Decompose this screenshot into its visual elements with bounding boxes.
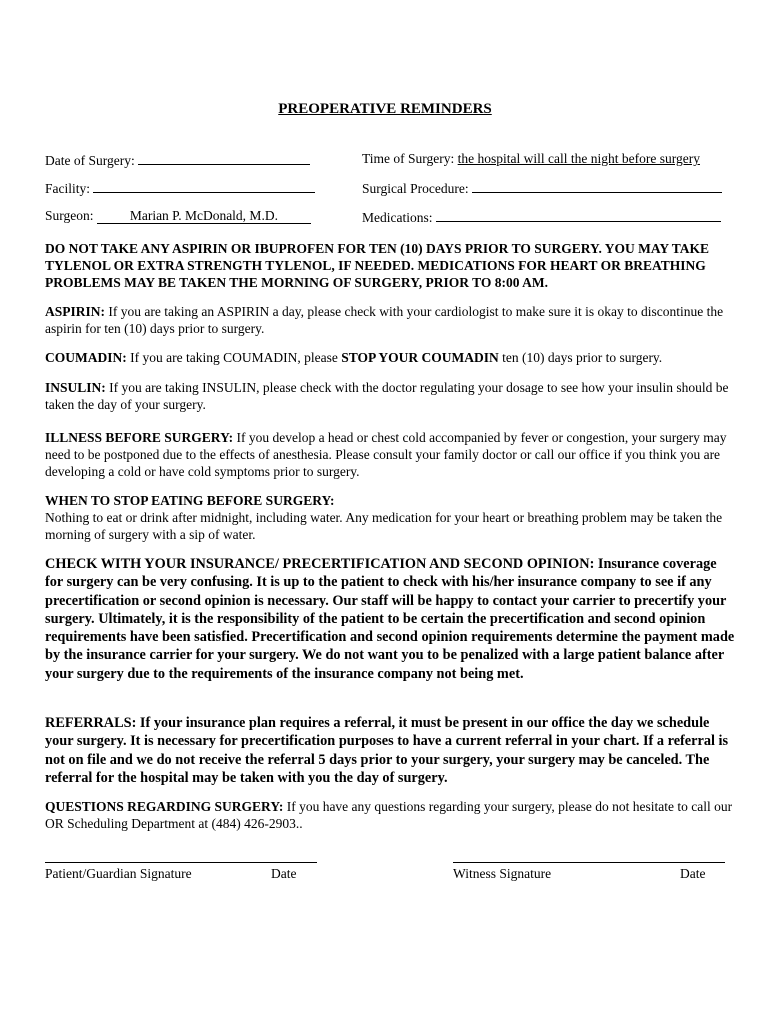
time-of-surgery-label: Time of Surgery: (362, 151, 455, 166)
witness-signature-line[interactable] (453, 862, 725, 863)
page-title: PREOPERATIVE REMINDERS (278, 101, 492, 117)
insurance-heading: CHECK WITH YOUR INSURANCE/ PRECERTIFICATION AND SECOND OPINION: (45, 556, 595, 572)
insurance-text: Insurance coverage for surgery can be very confusing. It is up to the patient to check with his/her insurance company to see if any precertification or second opinion is necessary. Our staff will be happy to contact your carrier to precertify your surgery. Ultimately, it is the responsibility of the patient to be certain the precertification and second opinion requirements have been satisfied. Precertification and second opinion requirements determine the payment made by the insurance carrier for your surgery. We do not want you to be penalized with a large patient balance after your surgery due to the requirements of the insurance company not being met. (45, 556, 735, 682)
date-of-surgery-field (45, 150, 310, 170)
surgical-procedure-label: Surgical Procedure: (362, 181, 469, 196)
aspirin-paragraph (45, 303, 735, 337)
illness-paragraph (45, 429, 735, 480)
surgeon-value: Marian P. McDonald, M.D. (97, 208, 311, 224)
questions-paragraph (45, 798, 735, 832)
patient-signature-label: Patient/Guardian Signature (45, 866, 192, 881)
referrals-text: If your insurance plan requires a referral, it must be present in our office the day we schedule your surgery. It is necessary for precertification purposes to have a current referral in your chart. If a referral is not on file and we do not receive the referral 5 days prior to your surgery, your surgery may be canceled. The referral for the hospital may be taken with you the day of surgery. (45, 715, 729, 786)
witness-date-label: Date (680, 866, 706, 881)
surgeon-field (45, 207, 311, 225)
insulin-paragraph (45, 379, 735, 413)
patient-date-label: Date (271, 866, 297, 881)
questions-heading: QUESTIONS REGARDING SURGERY: (45, 799, 284, 814)
time-of-surgery-value: the hospital will call the night before surgery (457, 151, 700, 166)
illness-heading: ILLNESS BEFORE SURGERY: (45, 430, 234, 445)
surgical-procedure-line[interactable] (472, 178, 722, 193)
facility-line[interactable] (93, 178, 315, 193)
referrals-heading: REFERRALS: (45, 715, 137, 731)
medications-field (362, 207, 721, 227)
patient-signature-line[interactable] (45, 862, 317, 863)
medications-line[interactable] (436, 207, 721, 222)
insulin-text: If you are taking INSULIN, please check with the doctor regulating your dosage to see how your insulin should be taken the day of your surgery. (45, 380, 729, 412)
aspirin-heading: ASPIRIN: (45, 304, 106, 319)
aspirin-text: If you are taking an ASPIRIN a day, please check with your cardiologist to make sure it is okay to discontinue the aspirin for ten (10) days prior to surgery. (45, 304, 724, 336)
questions-text: If you have any questions regarding your surgery, please do not hesitate to call our OR Scheduling Department at (484) 426-2903.. (45, 799, 733, 831)
illness-text: If you develop a head or chest cold accompanied by fever or congestion, your surgery may need to be postponed due to the effects of anesthesia. Please consult your family doctor or call our office if you think you are developing a cold or have cold symptoms prior to surgery. (45, 430, 727, 479)
coumadin-heading: COUMADIN: (45, 350, 127, 365)
insulin-heading: INSULIN: (45, 380, 106, 395)
date-of-surgery-label: Date of Surgery: (45, 153, 135, 168)
surgeon-label: Surgeon: (45, 208, 94, 223)
coumadin-emphasis: STOP YOUR COUMADIN (341, 350, 499, 365)
coumadin-paragraph (45, 349, 735, 366)
time-of-surgery-field (362, 150, 700, 168)
date-of-surgery-line[interactable] (138, 150, 310, 165)
surgical-procedure-field (362, 178, 722, 198)
eating-text: Nothing to eat or drink after midnight, including water. Any medication for your heart or breathing problem may be taken the morning of surgery with a sip of water. (45, 510, 723, 542)
eating-heading: WHEN TO STOP EATING BEFORE SURGERY: (45, 493, 335, 508)
facility-label: Facility: (45, 181, 90, 196)
witness-signature-label: Witness Signature (453, 866, 552, 881)
medications-label: Medications: (362, 210, 433, 225)
coumadin-text-before: If you are taking COUMADIN, please (126, 350, 342, 365)
insurance-paragraph (45, 555, 735, 683)
referrals-paragraph (45, 714, 735, 787)
warning-paragraph: DO NOT TAKE ANY ASPIRIN OR IBUPROFEN FOR TEN (10) DAYS PRIOR TO SURGERY. YOU MAY TAKE TYLENOL OR EXTRA STRENGTH TYLENOL, IF NEEDED. MEDICATIONS FOR HEART OR BREATHING PROBLEMS MAY BE TAKEN THE MORNING OF SURGERY, PRIOR TO 8:00 AM. (45, 241, 710, 290)
coumadin-text-after: ten (10) days prior to surgery. (498, 350, 663, 365)
eating-paragraph (45, 492, 735, 543)
facility-field (45, 178, 315, 198)
